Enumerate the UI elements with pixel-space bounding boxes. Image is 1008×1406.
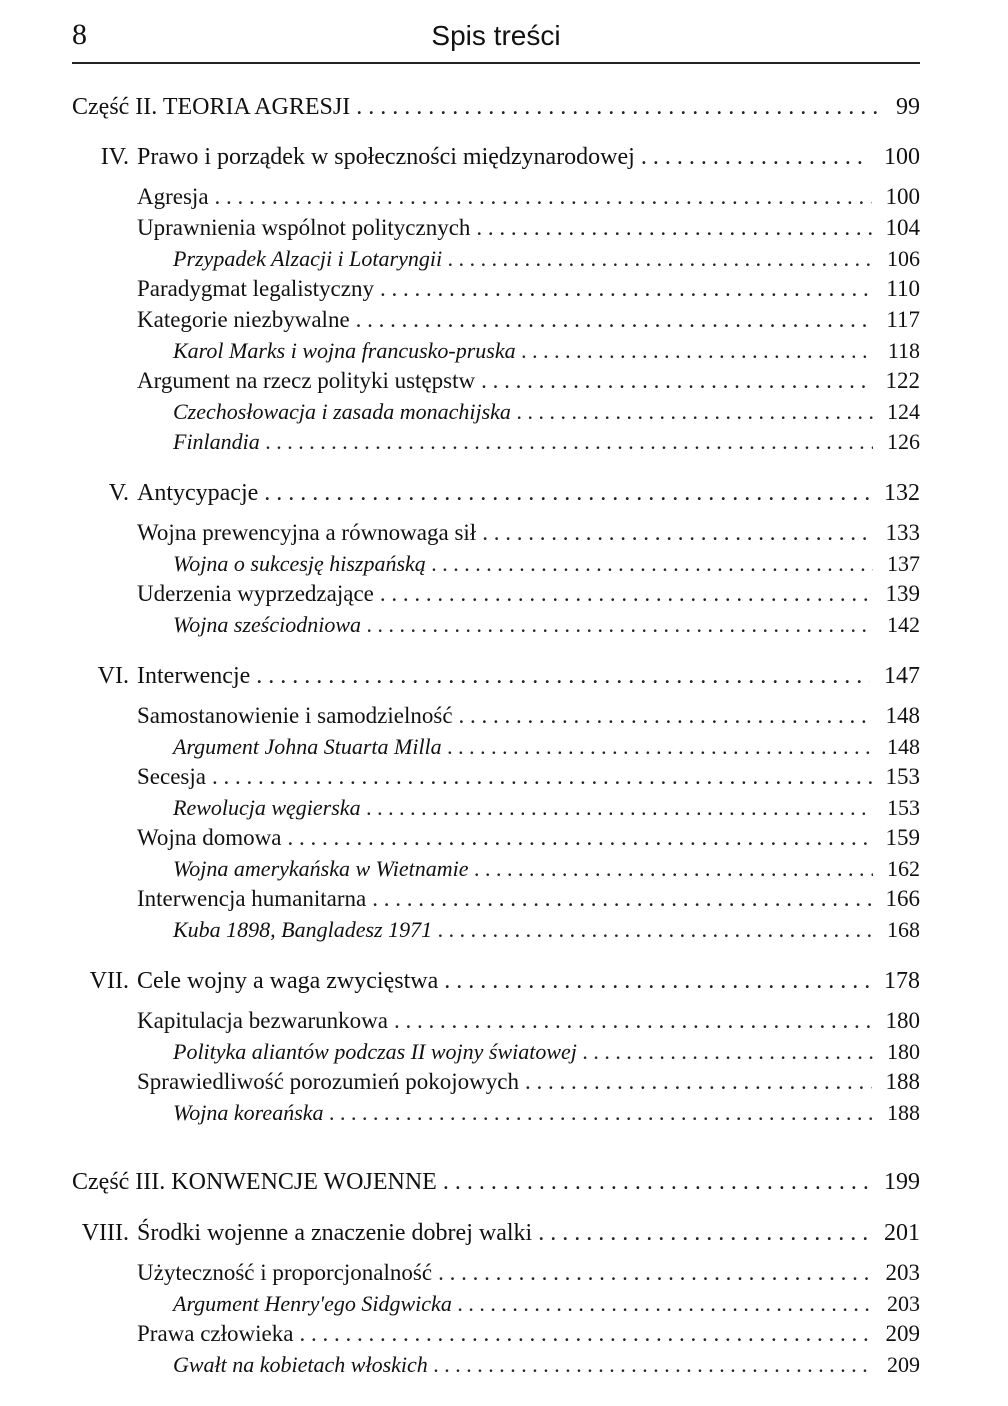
page-ref: 137 <box>887 551 920 576</box>
toc-entry-sec <box>137 1260 920 1286</box>
header-rule <box>72 62 920 64</box>
dot-leader <box>459 703 872 729</box>
dot-leader <box>367 795 873 821</box>
dot-leader <box>287 825 871 851</box>
page-ref: 142 <box>887 612 920 637</box>
page-ref: 139 <box>885 581 920 606</box>
toc-entry-title: Wojna prewencyjna a równowaga sił <box>137 520 477 545</box>
page-ref: 166 <box>885 886 920 911</box>
toc-entry-sec <box>137 1069 920 1095</box>
toc-entry-sec <box>137 886 920 912</box>
dot-leader <box>438 917 873 943</box>
dot-leader <box>583 1039 873 1065</box>
page-ref: 132 <box>884 480 920 506</box>
toc-entry-sub <box>173 1352 920 1378</box>
toc-entry-sub <box>173 856 920 882</box>
dot-leader <box>475 856 873 882</box>
page-ref: 126 <box>887 429 920 454</box>
toc-entry-title: Wojna sześciodniowa <box>173 612 362 637</box>
dot-leader <box>522 338 874 364</box>
page-ref: 100 <box>885 184 920 209</box>
toc-entry-sec <box>137 703 920 729</box>
dot-leader <box>538 1220 870 1247</box>
page-ref: 162 <box>887 856 920 881</box>
page-ref: 148 <box>885 703 920 728</box>
toc-entry-sub <box>173 917 920 943</box>
page-ref: 209 <box>885 1321 920 1346</box>
dot-leader <box>264 480 870 507</box>
page-ref: 124 <box>887 399 920 424</box>
dot-leader <box>215 184 872 210</box>
toc-entry-sub <box>173 1100 920 1126</box>
page-ref: 110 <box>886 276 920 301</box>
toc-entry-sub <box>173 612 920 638</box>
toc-entry-title: Czechosłowacja i zasada monachijska <box>173 399 511 424</box>
dot-leader <box>367 612 873 638</box>
toc-entry-title: Wojna koreańska <box>173 1100 324 1125</box>
toc-entry-sub <box>173 399 920 425</box>
toc-entry-title: Część III. KONWENCJE WOJENNE <box>72 1169 437 1195</box>
dot-leader <box>482 520 871 546</box>
dot-leader <box>476 215 871 241</box>
page-ref: 106 <box>887 246 920 271</box>
dot-leader <box>394 1008 872 1034</box>
chapter-title: Prawo i porządek w społeczności międzynarodowej <box>137 144 635 170</box>
toc-entry-title: Paradygmat legalistyczny <box>137 276 374 301</box>
toc-entry-title: Uderzenia wyprzedzające <box>137 581 374 606</box>
page-ref: 147 <box>884 663 920 689</box>
toc-entry-title: Secesja <box>137 764 206 789</box>
chapter-number: IV. <box>100 144 129 170</box>
dot-leader <box>525 1069 872 1095</box>
page-ref: 118 <box>887 338 920 363</box>
toc-entry-title <box>71 663 256 690</box>
toc-entry-sub <box>173 338 920 364</box>
dot-leader <box>299 1321 871 1347</box>
toc-entry-sub <box>173 1291 920 1317</box>
page-ref: 159 <box>885 825 920 850</box>
toc-entry-sub <box>173 551 920 577</box>
dot-leader <box>380 276 872 302</box>
chapter-title: Antycypacje <box>137 480 259 506</box>
toc-entry-sub <box>173 429 920 455</box>
dot-leader <box>256 663 870 690</box>
toc-entry-sec <box>137 184 920 210</box>
dot-leader <box>517 399 873 425</box>
toc-entry-sec <box>137 307 920 333</box>
toc-entry-sec <box>137 215 920 241</box>
toc-entry-title: Argument Henry'ego Sidgwicka <box>173 1291 452 1316</box>
toc-entry-sec <box>137 1008 920 1034</box>
running-title: Spis treści <box>431 20 561 51</box>
toc-entry-sub <box>173 1039 920 1065</box>
page-ref: 188 <box>887 1100 920 1125</box>
toc-entry-title: Argument na rzecz polityki ustępstw <box>137 368 476 393</box>
page-ref: 104 <box>885 215 920 240</box>
page-ref: 133 <box>885 520 920 545</box>
page-ref: 153 <box>887 795 920 820</box>
page-ref: 201 <box>884 1220 920 1246</box>
chapter-number: V. <box>108 480 129 506</box>
dot-leader <box>356 307 873 333</box>
toc-entry-title <box>71 1220 538 1247</box>
toc-entry-chap <box>71 144 920 171</box>
page-ref: 180 <box>887 1039 920 1064</box>
toc-entry-sec <box>137 368 920 394</box>
toc-entry-sec <box>137 276 920 302</box>
page-number: 8 <box>72 18 87 51</box>
toc-entry-chap <box>71 663 920 690</box>
chapter-number: VI. <box>97 663 129 689</box>
toc-entry-title: Kuba 1898, Bangladesz 1971 <box>173 917 433 942</box>
toc-entry-title: Kategorie niezbywalne <box>137 307 350 332</box>
page-ref: 188 <box>885 1069 920 1094</box>
page-ref: 168 <box>887 917 920 942</box>
page-ref: 180 <box>885 1008 920 1033</box>
toc-entry-title: Kapitulacja bezwarunkowa <box>137 1008 388 1033</box>
toc-entry-sec <box>137 581 920 607</box>
toc-entry-title: Finlandia <box>173 429 260 454</box>
toc-entry-title <box>71 144 641 171</box>
dot-leader <box>438 1260 871 1286</box>
page-ref: 117 <box>886 307 920 332</box>
toc-entry-title: Rewolucja węgierska <box>173 795 361 820</box>
toc-entry-title: Karol Marks i wojna francusko-pruska <box>173 338 516 363</box>
dot-leader <box>356 94 882 121</box>
dot-leader <box>330 1100 873 1126</box>
page-ref: 203 <box>887 1291 920 1316</box>
dot-leader <box>443 1169 870 1196</box>
toc-entry-title: Wojna domowa <box>137 825 282 850</box>
toc-entry-title: Uprawnienia wspólnot politycznych <box>137 215 471 240</box>
dot-leader <box>434 1352 873 1378</box>
toc-entry-title: Argument Johna Stuarta Milla <box>173 734 442 759</box>
page-header <box>72 18 920 60</box>
dot-leader <box>372 886 871 912</box>
chapter-number: VIII. <box>81 1220 129 1246</box>
page-ref: 148 <box>887 734 920 759</box>
dot-leader <box>432 551 873 577</box>
toc-entry-part <box>72 94 920 121</box>
toc-entry-title: Użyteczność i proporcjonalność <box>137 1260 433 1285</box>
chapter-number: VII. <box>89 968 129 994</box>
toc-entry-title: Sprawiedliwość porozumień pokojowych <box>137 1069 519 1094</box>
page-ref: 199 <box>884 1169 920 1195</box>
dot-leader <box>266 429 873 455</box>
toc-entry-sec <box>137 825 920 851</box>
toc-entry-sub <box>173 734 920 760</box>
chapter-title: Środki wojenne a znaczenie dobrej walki <box>137 1220 533 1246</box>
toc-entry-title <box>71 968 444 995</box>
dot-leader <box>448 246 873 272</box>
toc-entry-sub <box>173 795 920 821</box>
toc-entry-part <box>72 1169 920 1196</box>
toc-entry-sec <box>137 764 920 790</box>
page-ref: 153 <box>885 764 920 789</box>
toc-entry-chap <box>71 968 920 995</box>
toc-entry-title: Część II. TEORIA AGRESJI <box>72 94 351 120</box>
toc-entry-sec <box>137 520 920 546</box>
toc-entry-title: Agresja <box>137 184 209 209</box>
toc-entry-chap <box>71 1220 920 1247</box>
toc-entry-sub <box>173 246 920 272</box>
dot-leader <box>458 1291 873 1317</box>
toc-entry-title: Polityka aliantów podczas II wojny światowej <box>173 1039 577 1064</box>
dot-leader <box>641 144 870 171</box>
toc-entry-title: Gwałt na kobietach włoskich <box>173 1352 428 1377</box>
toc-entry-chap <box>71 480 920 507</box>
toc-entry-title: Przypadek Alzacji i Lotaryngii <box>173 246 443 271</box>
dot-leader <box>380 581 872 607</box>
page-ref: 100 <box>884 144 920 170</box>
toc-entry-title: Wojna o sukcesję hiszpańską <box>173 551 426 576</box>
chapter-title: Interwencje <box>137 663 251 689</box>
dot-leader <box>212 764 872 790</box>
toc-entry-title: Interwencja humanitarna <box>137 886 367 911</box>
page-ref: 178 <box>884 968 920 994</box>
page-ref: 203 <box>885 1260 920 1285</box>
dot-leader <box>481 368 871 394</box>
page-ref: 122 <box>885 368 920 393</box>
toc-entry-sec <box>137 1321 920 1347</box>
page-ref: 99 <box>896 94 920 120</box>
toc-entry-title: Wojna amerykańska w Wietnamie <box>173 856 469 881</box>
toc-entry-title: Prawa człowieka <box>137 1321 294 1346</box>
dot-leader <box>448 734 873 760</box>
toc-entry-title: Samostanowienie i samodzielność <box>137 703 453 728</box>
chapter-title: Cele wojny a waga zwycięstwa <box>137 968 439 994</box>
toc-entry-title <box>71 480 264 507</box>
dot-leader <box>444 968 870 995</box>
page-ref: 209 <box>887 1352 920 1377</box>
